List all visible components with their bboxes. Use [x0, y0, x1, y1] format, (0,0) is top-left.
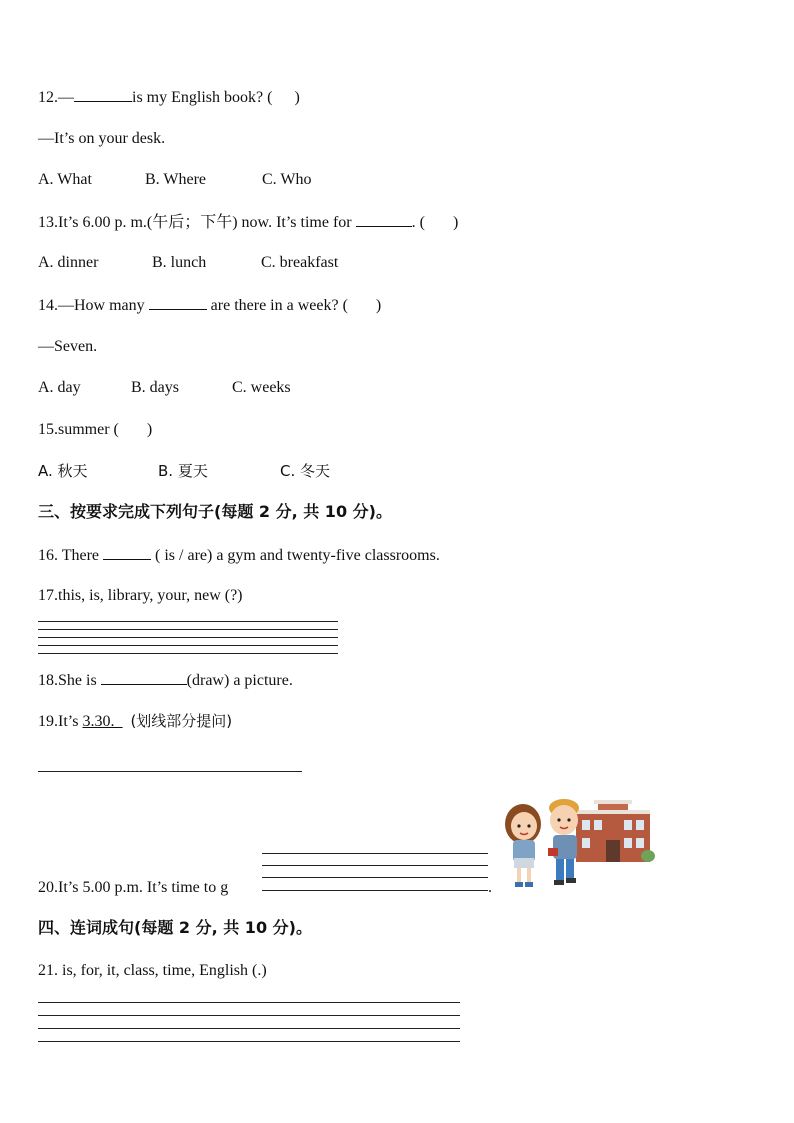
girl-student-icon: [505, 804, 541, 887]
q16-stem: [38, 545, 440, 566]
q13-paren-close: ): [452, 214, 459, 231]
q20-line-2[interactable]: [262, 865, 488, 866]
q18-stem: [38, 670, 293, 691]
q12-option-b[interactable]: B. Where: [145, 171, 207, 188]
q14-answer: —Seven.: [38, 338, 98, 355]
q15-option-c[interactable]: C. 冬天: [280, 462, 331, 480]
q15-option-a[interactable]: A. 秋天: [38, 462, 88, 480]
q12-stem: [38, 87, 300, 108]
q13-option-c[interactable]: C. breakfast: [261, 254, 339, 271]
q21-answer-line-4[interactable]: [38, 1041, 460, 1042]
q13-options: [38, 253, 338, 273]
q17-answer-line-1[interactable]: [38, 621, 338, 622]
q15-options: [38, 461, 330, 481]
q12-options: [38, 170, 311, 190]
q12-prefix: 12.—: [38, 89, 74, 106]
q15-option-b[interactable]: B. 夏天: [158, 462, 208, 480]
section-4-title: 四、连词成句(每题 2 分, 共 10 分)。: [38, 918, 312, 937]
boy-student-icon: [548, 799, 579, 885]
q20-line-3[interactable]: [262, 877, 488, 878]
q14-option-c[interactable]: C. weeks: [232, 379, 291, 396]
q19-answer-line[interactable]: [38, 771, 302, 772]
kids-school-illustration: [498, 796, 656, 894]
q14-blank[interactable]: [149, 295, 207, 310]
q21-answer-line-3[interactable]: [38, 1028, 460, 1029]
q12-option-a[interactable]: A. What: [38, 171, 92, 188]
q12-option-c[interactable]: C. Who: [262, 171, 312, 188]
q19-underlined-part: 3.30._: [82, 713, 123, 730]
q15-text: 15.summer (: [38, 421, 119, 438]
q20-end: .: [488, 879, 492, 896]
q17-answer-line-3[interactable]: [38, 637, 338, 638]
q13-text: 13.It’s 6.00 p. m.(午后；下午) now. It’s time for: [38, 214, 352, 231]
q17-answer-line-4[interactable]: [38, 645, 338, 646]
q14-options: [38, 378, 291, 398]
section-3-title: 三、按要求完成下列句子(每题 2 分, 共 10 分)。: [38, 502, 392, 521]
q20-line-4[interactable]: [262, 890, 488, 891]
q17-answer-line-2[interactable]: [38, 629, 338, 630]
q20-line-1[interactable]: [262, 853, 488, 854]
q14-after: are there in a week? (: [210, 297, 348, 314]
q19-prefix: 19.It’s: [38, 713, 79, 730]
q18-after: (draw) a picture.: [186, 672, 293, 689]
q19-after: (划线部分提问): [130, 712, 233, 730]
q13-stem: [38, 212, 458, 233]
q13-option-b[interactable]: B. lunch: [152, 254, 207, 271]
q16-prefix: 16. There: [38, 547, 100, 564]
q14-stem: [38, 295, 381, 316]
q14-option-b[interactable]: B. days: [131, 379, 179, 396]
q14-prefix: 14.—How many: [38, 297, 145, 314]
q15-stem: [38, 420, 152, 440]
q13-blank[interactable]: [356, 212, 412, 227]
q12-paren-close: ): [294, 89, 300, 106]
q17-stem: 17.this, is, library, your, new (?): [38, 587, 243, 604]
q18-prefix: 18.She is: [38, 672, 97, 689]
q17-answer-line-5[interactable]: [38, 653, 338, 654]
q21-stem: 21. is, for, it, class, time, English (.): [38, 962, 267, 979]
q21-answer-line-2[interactable]: [38, 1015, 460, 1016]
q12-after: is my English book? (: [132, 89, 273, 106]
q12-answer: —It’s on your desk.: [38, 130, 166, 147]
school-building-icon: [576, 800, 655, 862]
q16-after: ( is / are) a gym and twenty-five classrooms.: [155, 547, 440, 564]
q19-stem: [38, 711, 232, 732]
q12-blank[interactable]: [74, 87, 132, 102]
q16-blank[interactable]: [103, 545, 151, 560]
q14-option-a[interactable]: A. day: [38, 379, 81, 396]
q14-paren-close: ): [375, 297, 382, 314]
q15-paren-close: ): [146, 421, 153, 438]
q20-stem: 20.It’s 5.00 p.m. It’s time to g: [38, 879, 229, 896]
q21-answer-line-1[interactable]: [38, 1002, 460, 1003]
q13-tail: . (: [411, 214, 425, 231]
q18-blank[interactable]: [101, 670, 187, 685]
q13-option-a[interactable]: A. dinner: [38, 254, 99, 271]
